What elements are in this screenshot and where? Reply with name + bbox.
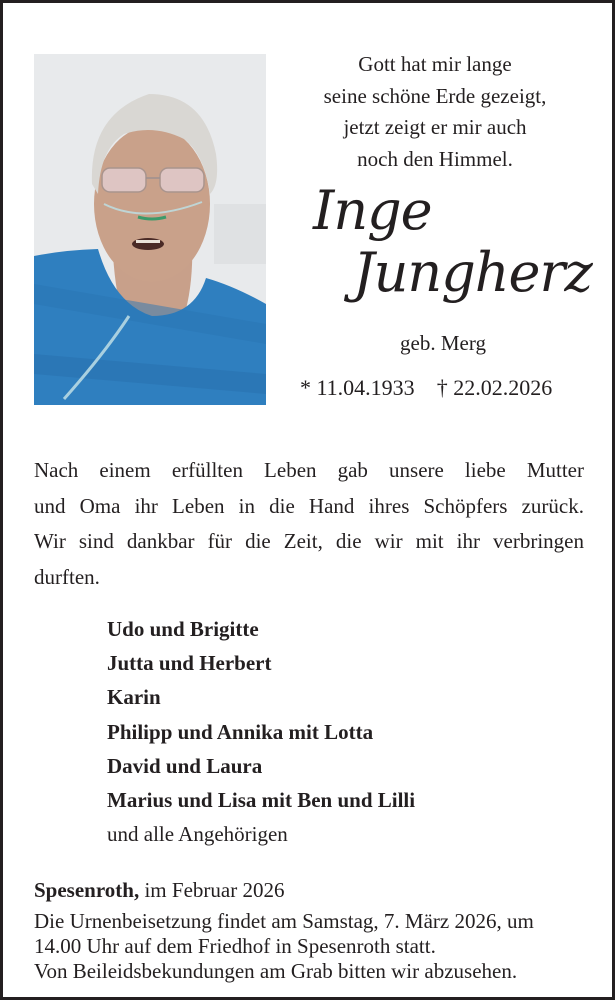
mourners-list (107, 612, 527, 851)
mourners-closing: und alle Angehörigen (107, 822, 288, 847)
verse-quote (285, 49, 585, 175)
message-line: Wir sind dankbar für die Zeit, die wir mit ihr verbringen (34, 529, 584, 553)
funeral-notice (34, 909, 594, 984)
place-and-date (34, 876, 594, 904)
portrait-photo (34, 54, 266, 405)
verse-line: seine schöne Erde gezeigt, (323, 83, 547, 108)
life-dates (300, 375, 600, 401)
birth-date: * 11.04.1933 (300, 375, 415, 400)
message-line: und Oma ihr Leben in die Hand ihres Schöpfers zurück. (34, 493, 584, 518)
verse-line: Gott hat mir lange (358, 52, 512, 76)
portrait-image (34, 54, 266, 405)
notice-line: Die Urnenbeisetzung findet am Samstag, 7. März 2026, um (34, 909, 534, 933)
notice-line: 14.00 Uhr auf dem Friedhof in Spesenroth statt. (34, 934, 436, 958)
mourner: David und Laura (107, 753, 263, 778)
mourner: Karin (107, 685, 161, 710)
death-date: † 22.02.2026 (436, 375, 553, 400)
notice-line: Von Beileidsbekundungen am Grab bitten wir abzusehen. (34, 959, 518, 983)
footer (34, 876, 594, 984)
mourner: Jutta und Herbert (107, 651, 272, 676)
mourner: Philipp und Annika mit Lotta (107, 719, 374, 744)
last-name: Jungherz (353, 241, 592, 304)
place: Spesenroth, (34, 878, 140, 902)
verse-line: noch den Himmel. (357, 146, 513, 171)
obituary-message (34, 453, 584, 595)
maiden-name: geb. Merg (400, 331, 486, 355)
deceased-name (303, 179, 592, 335)
mourner: Udo und Brigitte (107, 617, 259, 641)
message-line: Nach einem erfüllten Leben gab unsere liebe Mutter (34, 458, 584, 482)
first-name: Inge (313, 179, 432, 242)
verse-line: jetzt zeigt er mir auch (343, 115, 527, 139)
mourner: Marius und Lisa mit Ben und Lilli (107, 788, 416, 813)
place-date: im Februar 2026 (139, 878, 285, 902)
message-line: durften. (34, 564, 100, 589)
